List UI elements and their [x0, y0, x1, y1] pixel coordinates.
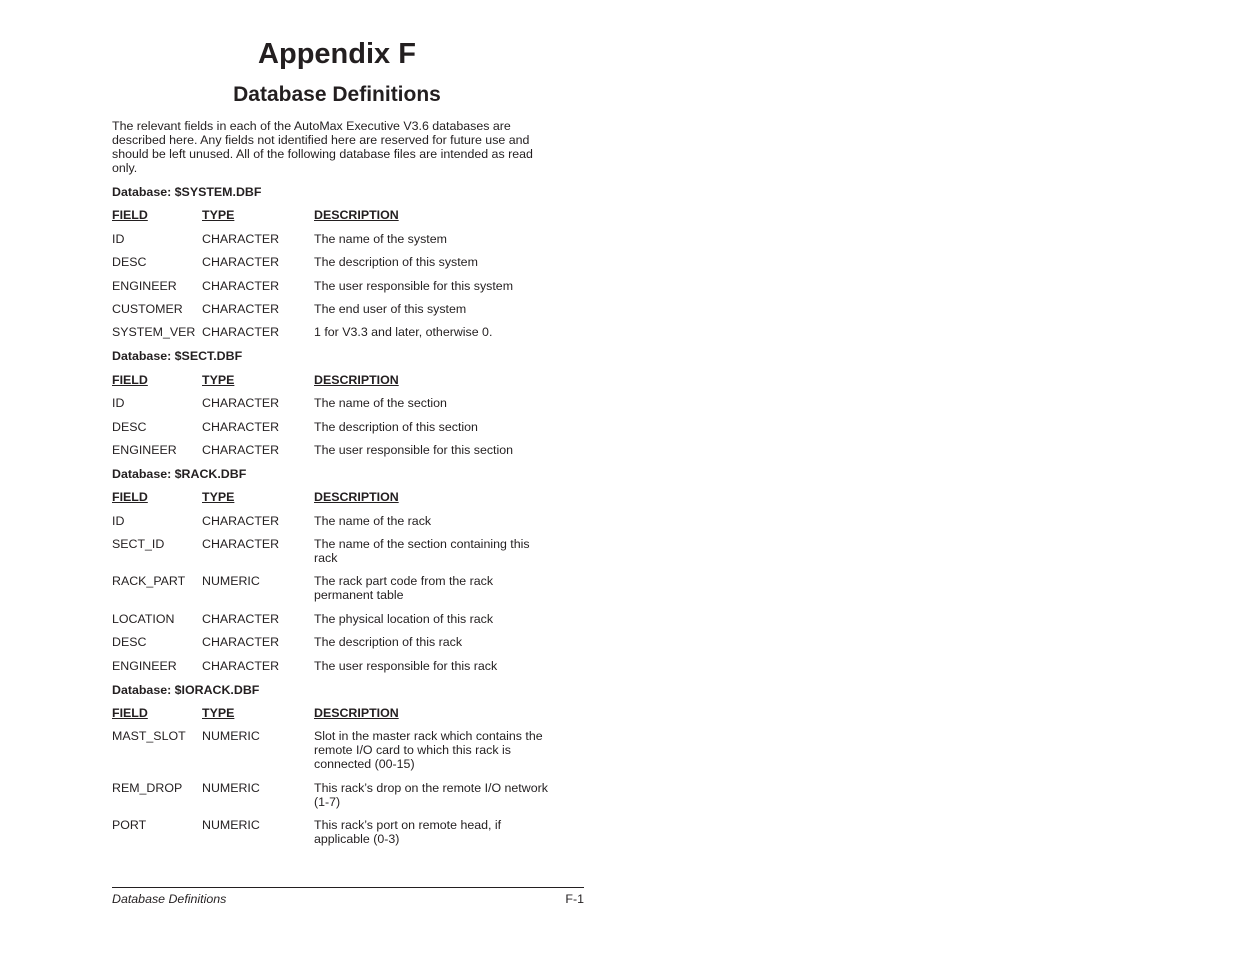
- field-cell: ID: [112, 396, 125, 411]
- footer-title: Database Definitions: [112, 892, 227, 906]
- database-section: [112, 683, 584, 847]
- database-section: [112, 185, 584, 339]
- description-cell: The physical location of this rack: [314, 611, 494, 626]
- description-cell: The name of the rack: [314, 513, 432, 528]
- type-cell: CHARACTER: [202, 255, 280, 270]
- description-cell: The name of the section containing this rack: [314, 537, 530, 566]
- table-row: [112, 279, 584, 293]
- table-row: [112, 396, 584, 410]
- database-tables: [112, 185, 584, 846]
- description-cell: The name of the section: [314, 396, 447, 411]
- field-cell: CUSTOMER: [112, 301, 183, 316]
- description-cell: The description of this rack: [314, 635, 463, 650]
- column-header-type: TYPE: [202, 706, 235, 721]
- description-cell: Slot in the master rack which contains the remote I/O card to which this rack is connected (00-15): [314, 729, 543, 772]
- column-header-type: TYPE: [202, 208, 235, 223]
- field-cell: DESC: [112, 635, 147, 650]
- type-cell: NUMERIC: [202, 818, 260, 833]
- column-header-description: DESCRIPTION: [314, 706, 399, 721]
- table-row: [112, 514, 584, 528]
- column-header-description: DESCRIPTION: [314, 490, 399, 505]
- field-cell: ID: [112, 513, 125, 528]
- field-cell: ID: [112, 231, 125, 246]
- database-heading: Database: $RACK.DBF: [112, 466, 247, 481]
- type-cell: CHARACTER: [202, 419, 280, 434]
- column-header-field: FIELD: [112, 372, 148, 387]
- table-row: [112, 537, 584, 565]
- description-cell: The description of this section: [314, 419, 478, 434]
- type-cell: CHARACTER: [202, 537, 280, 552]
- table-row: [112, 325, 584, 339]
- type-cell: CHARACTER: [202, 611, 280, 626]
- section-title: Database Definitions: [233, 83, 441, 106]
- column-header-field: FIELD: [112, 706, 148, 721]
- field-cell: MAST_SLOT: [112, 729, 186, 744]
- field-cell: LOCATION: [112, 611, 175, 626]
- column-header-type: TYPE: [202, 490, 235, 505]
- table-row: [112, 659, 584, 673]
- field-cell: DESC: [112, 419, 147, 434]
- database-heading: Database: $SYSTEM.DBF: [112, 185, 262, 199]
- table-header-row: [112, 208, 584, 222]
- field-cell: ENGINEER: [112, 442, 177, 457]
- field-cell: SYSTEM_VER: [112, 325, 196, 340]
- description-cell: The user responsible for this system: [314, 278, 514, 293]
- table-header-row: [112, 706, 584, 720]
- type-cell: NUMERIC: [202, 574, 260, 589]
- description-cell: This rack’s drop on the remote I/O network (1-7): [314, 780, 548, 809]
- column-header-field: FIELD: [112, 208, 148, 223]
- description-cell: The user responsible for this section: [314, 442, 514, 457]
- type-cell: CHARACTER: [202, 278, 280, 293]
- field-cell: DESC: [112, 255, 147, 270]
- field-cell: ENGINEER: [112, 658, 177, 673]
- table-row: [112, 302, 584, 316]
- table-header-row: [112, 490, 584, 504]
- field-cell: ENGINEER: [112, 278, 177, 293]
- database-section: [112, 349, 584, 457]
- description-cell: 1 for V3.3 and later, otherwise 0.: [314, 325, 493, 340]
- page-footer: [112, 887, 584, 906]
- type-cell: CHARACTER: [202, 658, 280, 673]
- page-number: F-1: [565, 892, 584, 906]
- field-cell: PORT: [112, 818, 147, 833]
- type-cell: CHARACTER: [202, 231, 280, 246]
- description-cell: This rack’s port on remote head, if applicable (0-3): [314, 818, 502, 847]
- table-row: [112, 255, 584, 269]
- field-cell: RACK_PART: [112, 574, 186, 589]
- type-cell: NUMERIC: [202, 729, 260, 744]
- document-page: [112, 36, 584, 846]
- description-cell: The rack part code from the rack permanent table: [314, 574, 494, 603]
- database-heading: Database: $SECT.DBF: [112, 349, 243, 364]
- table-row: [112, 420, 584, 434]
- column-header-field: FIELD: [112, 490, 148, 505]
- column-header-type: TYPE: [202, 372, 235, 387]
- table-row: [112, 781, 584, 809]
- table-row: [112, 729, 584, 771]
- column-header-description: DESCRIPTION: [314, 372, 399, 387]
- table-row: [112, 818, 584, 846]
- description-cell: The user responsible for this rack: [314, 658, 498, 673]
- column-header-description: DESCRIPTION: [314, 208, 399, 223]
- field-cell: SECT_ID: [112, 537, 165, 552]
- type-cell: NUMERIC: [202, 780, 260, 795]
- type-cell: CHARACTER: [202, 442, 280, 457]
- table-row: [112, 574, 584, 602]
- table-row: [112, 232, 584, 246]
- type-cell: CHARACTER: [202, 513, 280, 528]
- page-title: Appendix F: [258, 38, 416, 70]
- description-cell: The end user of this system: [314, 301, 467, 316]
- table-row: [112, 612, 584, 626]
- type-cell: CHARACTER: [202, 301, 280, 316]
- description-cell: The name of the system: [314, 231, 447, 246]
- field-cell: REM_DROP: [112, 780, 183, 795]
- database-section: [112, 467, 584, 673]
- intro-paragraph: The relevant fields in each of the AutoMax Executive V3.6 databases are described here. Any fields not identified here are reserved for future use and should be left unused. All of the following database files are intended as read only.: [112, 119, 533, 175]
- type-cell: CHARACTER: [202, 325, 280, 340]
- type-cell: CHARACTER: [202, 396, 280, 411]
- database-heading: Database: $IORACK.DBF: [112, 682, 260, 697]
- description-cell: The description of this system: [314, 255, 478, 270]
- type-cell: CHARACTER: [202, 635, 280, 650]
- table-header-row: [112, 373, 584, 387]
- table-row: [112, 635, 584, 649]
- table-row: [112, 443, 584, 457]
